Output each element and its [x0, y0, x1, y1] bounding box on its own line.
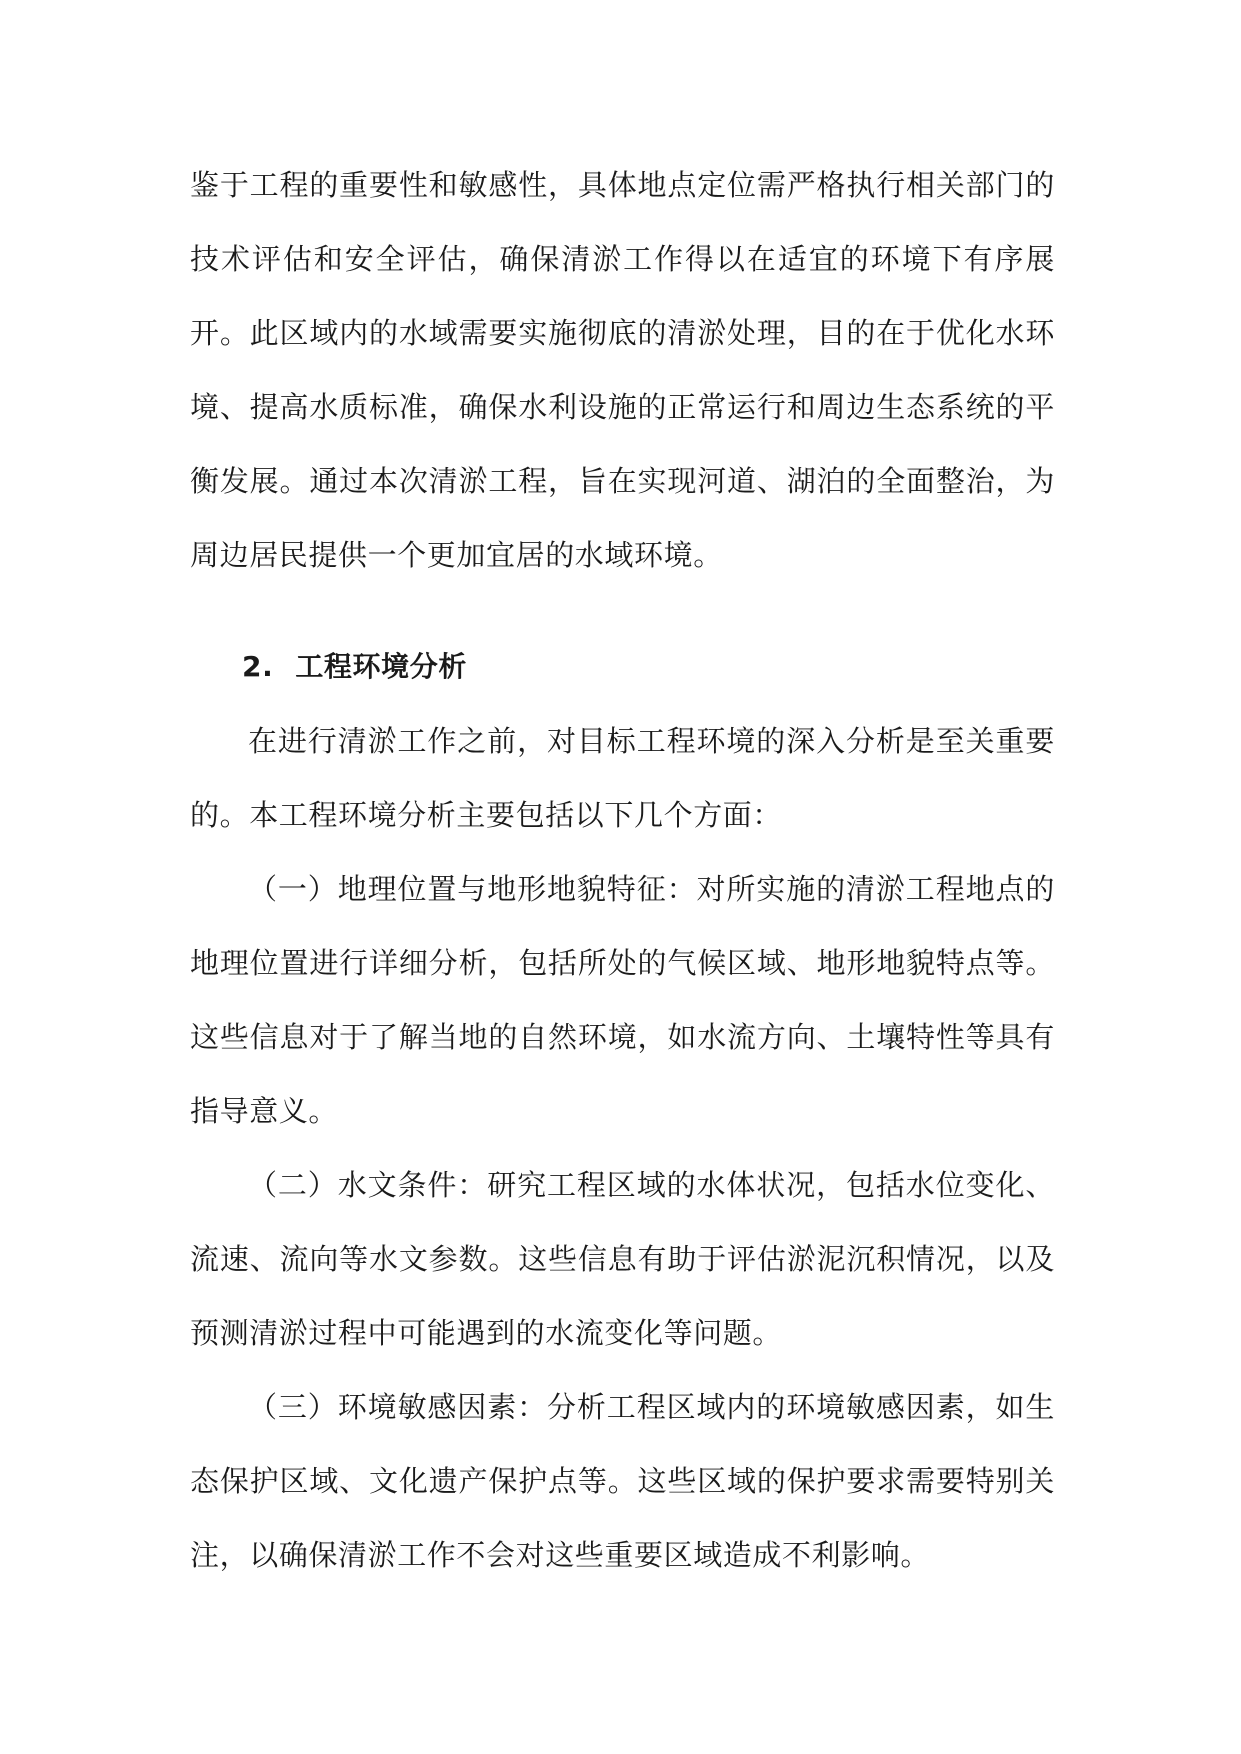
paragraph-hydrology: （二）水文条件：研究工程区域的水体状况，包括水位变化、流速、流向等水文参数。这些信息有助于评估淤泥沉积情况，以及预测清淤过程中可能遇到的水流变化等问题。 — [190, 1168, 1055, 1350]
section-heading — [190, 630, 1055, 704]
paragraph-intro: 在进行清淤工作之前，对目标工程环境的深入分析是至关重要的。本工程环境分析主要包括以下几个方面： — [190, 724, 1055, 832]
document-body — [190, 148, 1055, 1592]
paragraph-sensitive-factors: （三）环境敏感因素：分析工程区域内的环境敏感因素，如生态保护区域、文化遗产保护点等。这些区域的保护要求需要特别关注，以确保清淤工作不会对这些重要区域造成不利影响。 — [190, 1390, 1055, 1572]
paragraph-site-location: 鉴于工程的重要性和敏感性，具体地点定位需严格执行相关部门的技术评估和安全评估，确保清淤工作得以在适宜的环境下有序展开。此区域内的水域需要实施彻底的清淤处理，目的在于优化水环境、提高水质标准，确保水利设施的正常运行和周边生态系统的平衡发展。通过本次清淤工程，旨在实现河道、湖泊的全面整治，为周边居民提供一个更加宜居的水域环境。 — [190, 168, 1055, 572]
section-title: 工程环境分析 — [295, 650, 467, 683]
paragraph-geography: （一）地理位置与地形地貌特征：对所实施的清淤工程地点的地理位置进行详细分析，包括所处的气候区域、地形地貌特点等。这些信息对于了解当地的自然环境，如水流方向、土壤特性等具有指导意义。 — [190, 872, 1055, 1128]
section-number: 2. — [242, 650, 274, 683]
